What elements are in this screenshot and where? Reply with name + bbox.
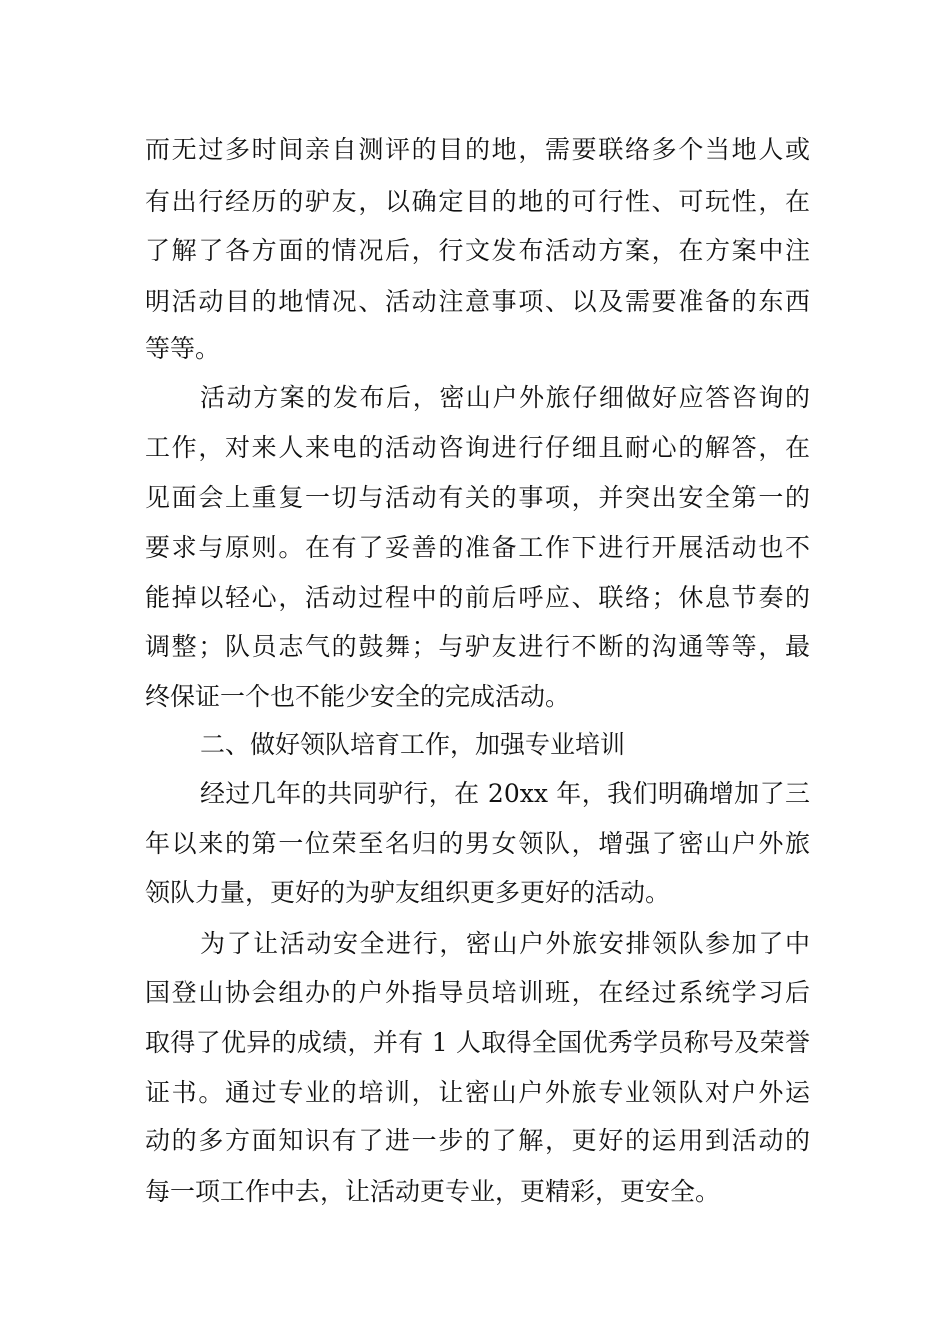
text-line: 要求与原则。在有了妥善的准备工作下进行开展活动也不 (145, 533, 810, 562)
text-line: 国登山协会组办的户外指导员培训班，在经过系统学习后 (145, 978, 810, 1007)
text-line: 终保证一个也不能少安全的完成活动。 (145, 682, 571, 711)
section-heading: 二、做好领队培育工作，加强专业培训 (200, 730, 626, 759)
text-line: 等等。 (145, 334, 221, 363)
text-line: 取得了优异的成绩，并有 1 人取得全国优秀学员称号及荣誉 (145, 1028, 810, 1057)
paragraph-first-line: 活动方案的发布后，密山户外旅仔细做好应答咨询的 (200, 383, 810, 412)
paragraph-first-line: 为了让活动安全进行，密山户外旅安排领队参加了中 (200, 929, 810, 958)
text-line: 能掉以轻心，活动过程中的前后呼应、联络；休息节奏的 (145, 583, 810, 612)
text-line: 而无过多时间亲自测评的目的地，需要联络多个当地人或 (145, 135, 810, 164)
text-line: 明活动目的地情况、活动注意事项、以及需要准备的东西 (145, 287, 810, 316)
text-line: 证书。通过专业的培训，让密山户外旅专业领队对户外运 (145, 1078, 810, 1107)
text-line: 每一项工作中去，让活动更专业，更精彩，更安全。 (145, 1177, 721, 1206)
paragraph-first-line: 经过几年的共同驴行，在 20xx 年，我们明确增加了三 (200, 779, 810, 808)
text-line: 了解了各方面的情况后，行文发布活动方案，在方案中注 (145, 236, 810, 265)
text-line: 见面会上重复一切与活动有关的事项，并突出安全第一的 (145, 483, 810, 512)
text-line: 年以来的第一位荣至名归的男女领队，增强了密山户外旅 (145, 829, 810, 858)
text-line: 动的多方面知识有了进一步的了解，更好的运用到活动的 (145, 1126, 810, 1155)
text-line: 工作，对来人来电的活动咨询进行仔细且耐心的解答，在 (145, 433, 810, 462)
text-line: 领队力量，更好的为驴友组织更多更好的活动。 (145, 878, 671, 907)
text-line: 有出行经历的驴友，以确定目的地的可行性、可玩性，在 (145, 187, 810, 216)
text-line: 调整；队员志气的鼓舞；与驴友进行不断的沟通等等，最 (145, 632, 810, 661)
